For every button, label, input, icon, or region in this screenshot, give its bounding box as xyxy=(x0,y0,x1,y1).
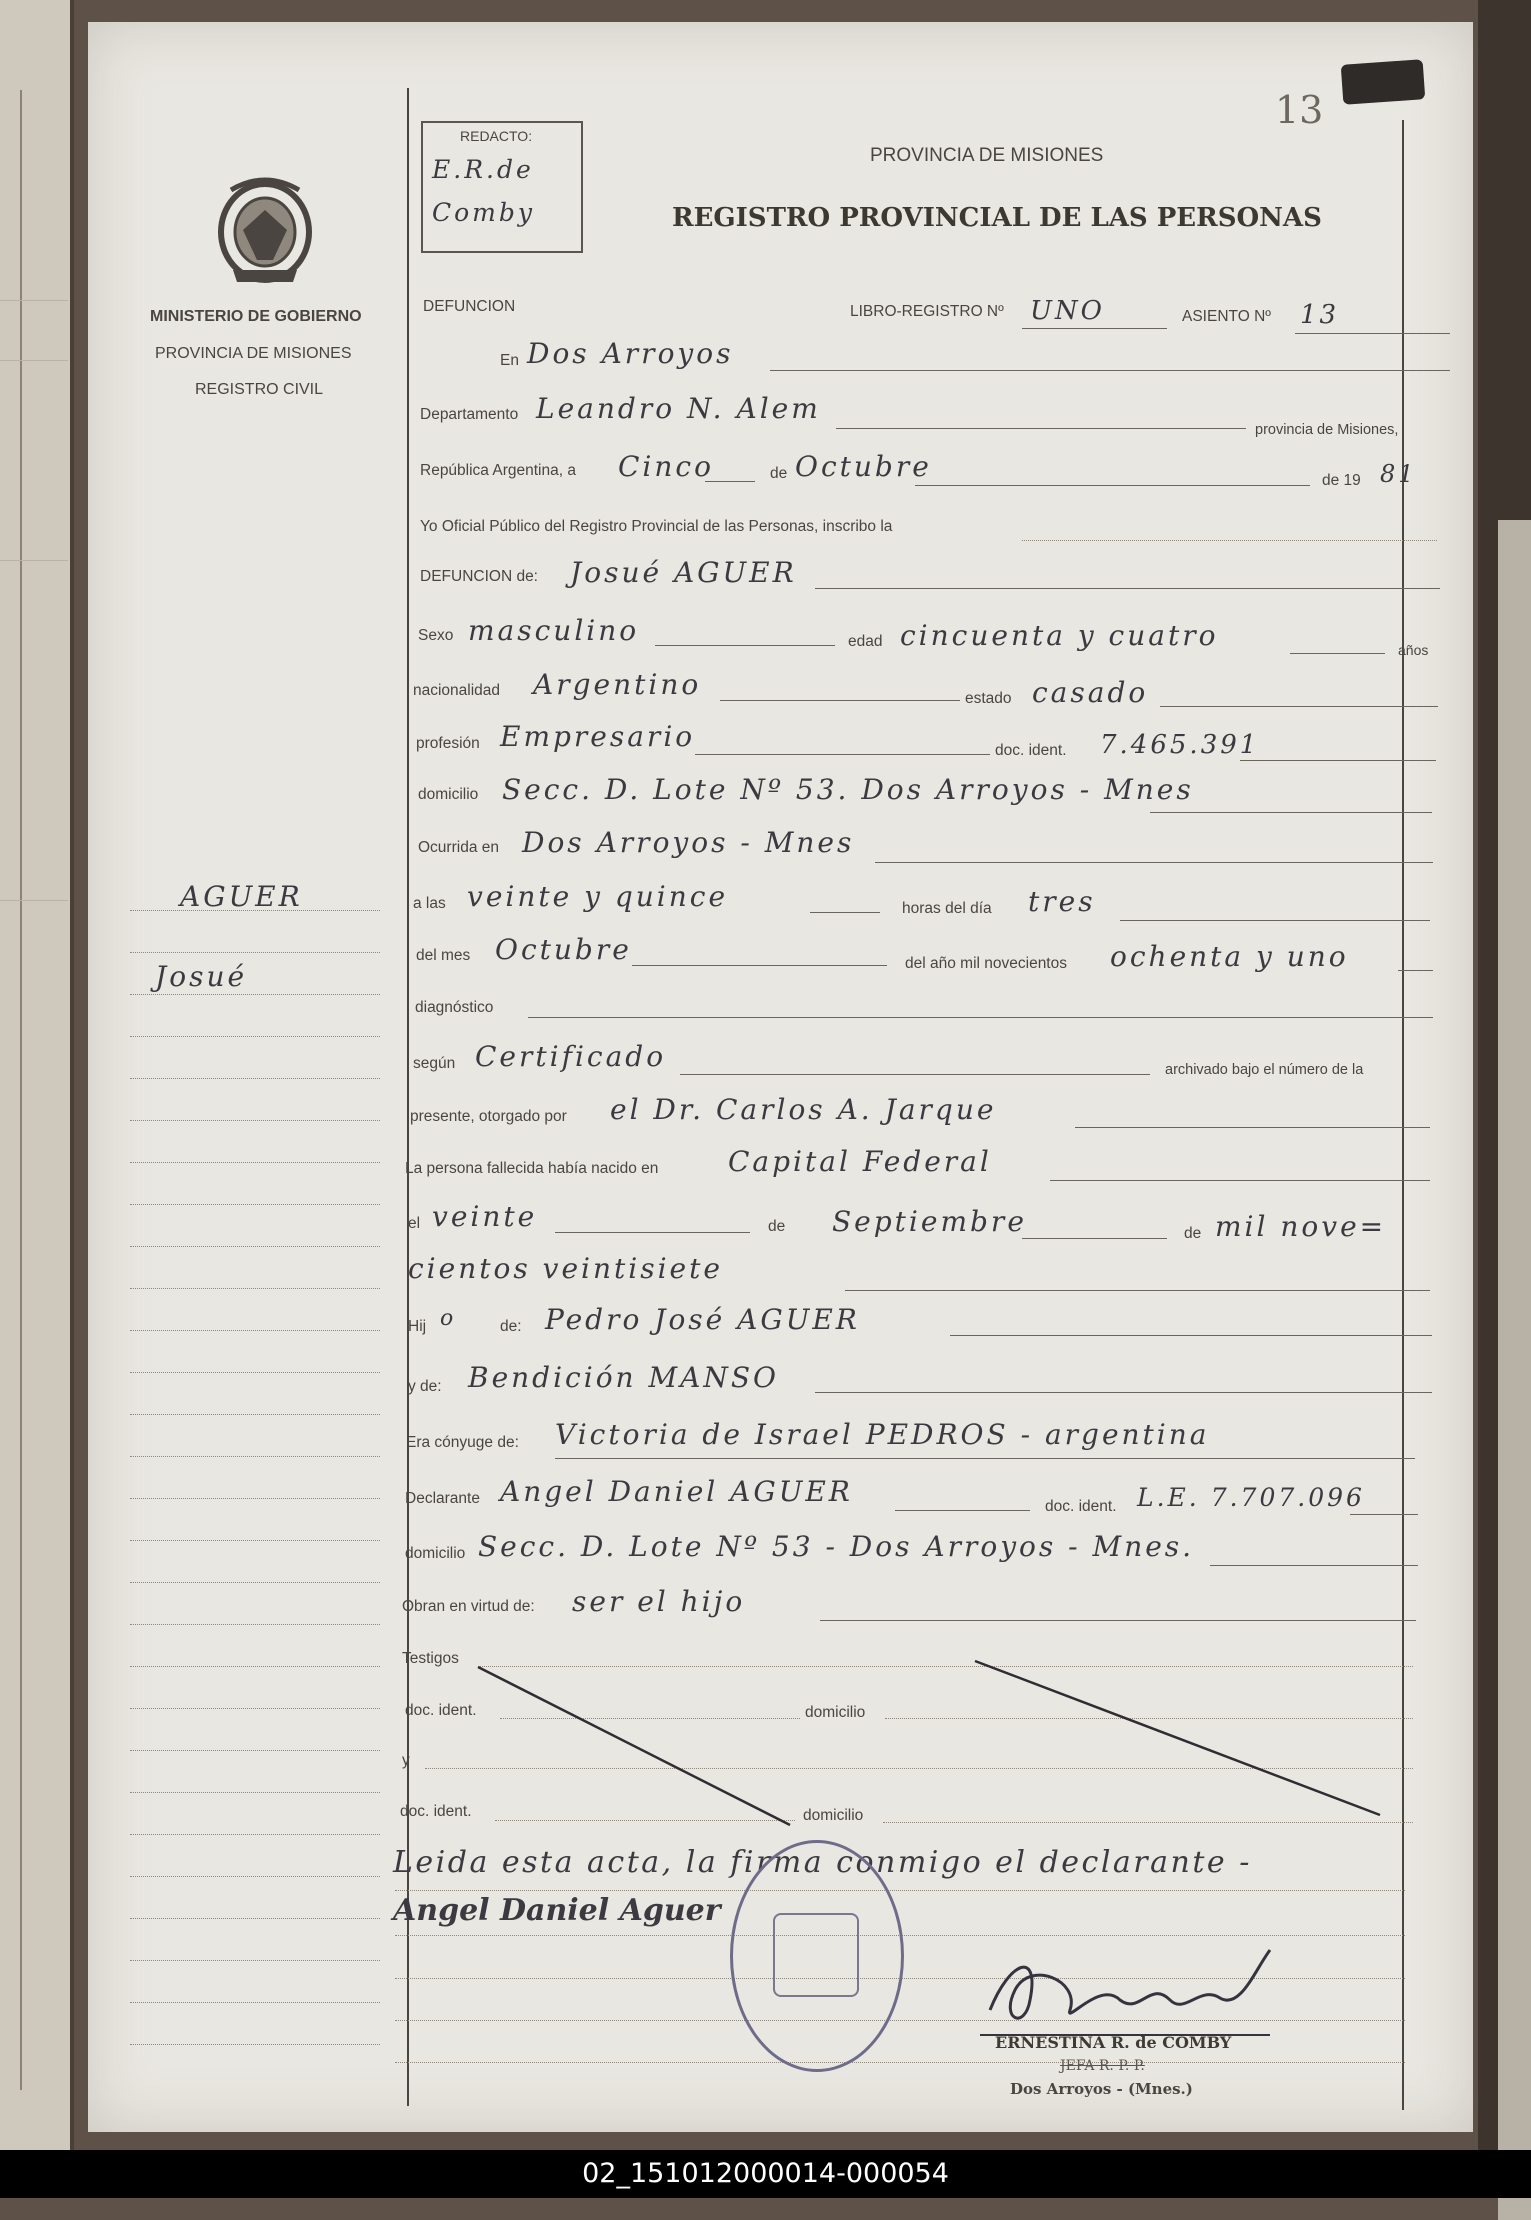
sexo-value: masculino xyxy=(468,614,640,647)
decl-dom-label: domicilio xyxy=(405,1545,466,1562)
margin-dotted-line xyxy=(130,1120,380,1121)
closing-dots-1 xyxy=(395,1890,1405,1891)
decl-doc-value: L.E. 7.707.096 xyxy=(1137,1483,1365,1512)
doc-ident-value: 7.465.391 xyxy=(1100,730,1260,760)
ocurrida-value: Dos Arroyos - Mnes xyxy=(522,826,855,859)
officer-name: ERNESTINA R. de COMBY xyxy=(995,2033,1232,2052)
provincia-label: provincia de Misiones, xyxy=(1255,422,1399,438)
archivado-label: archivado bajo el número de la xyxy=(1165,1062,1364,1078)
hijo-label-b: de: xyxy=(500,1318,522,1335)
officer-place: Dos Arroyos - (Mnes.) xyxy=(1010,2080,1193,2098)
redacto-label: REDACTO: xyxy=(460,128,533,144)
margin-dotted-line xyxy=(130,1288,380,1289)
margin-dotted-line xyxy=(130,994,380,995)
el-line xyxy=(555,1232,750,1233)
de3-label: de xyxy=(1184,1225,1202,1242)
segun-line xyxy=(680,1074,1150,1075)
de2-label: de xyxy=(768,1218,786,1235)
de-year-label: de 19 xyxy=(1322,472,1361,489)
official-seal-stamp xyxy=(730,1840,904,2072)
hijo-label-a: Hij xyxy=(408,1318,427,1335)
ministry-line2: PROVINCIA DE MISIONES xyxy=(155,345,352,362)
image-caption: 02_151012000014-000054 xyxy=(0,2150,1531,2198)
margin-dotted-line xyxy=(130,1624,380,1625)
edad-label: edad xyxy=(848,633,883,650)
departamento-line xyxy=(836,428,1246,429)
margin-dotted-line xyxy=(130,1162,380,1163)
anos-label: años xyxy=(1398,642,1429,658)
ministry-line3: REGISTRO CIVIL xyxy=(195,381,324,398)
doc-ident-line xyxy=(1240,760,1436,761)
yo-oficial-text: Yo Oficial Público del Registro Provincial de las Personas, inscribo la xyxy=(420,518,893,535)
nacido-label: La persona fallecida había nacido en xyxy=(405,1160,659,1177)
de3-value: mil nove= xyxy=(1215,1210,1387,1243)
margin-dotted-line xyxy=(130,1792,380,1793)
defuncion-de-label: DEFUNCION de: xyxy=(420,568,538,585)
conyuge-value: Victoria de Israel PEDROS - argentina xyxy=(555,1418,1210,1451)
a-las-line xyxy=(810,912,880,913)
conyuge-label: Era cónyuge de: xyxy=(406,1434,519,1451)
redacto-value-line1: E.R.de xyxy=(432,155,534,184)
decl-doc-line xyxy=(1350,1514,1418,1515)
cientos-line xyxy=(845,1290,1430,1291)
margin-dotted-line xyxy=(130,1456,380,1457)
en-label: En xyxy=(500,352,519,369)
margin-dotted-line xyxy=(130,2002,380,2003)
segun-label: según xyxy=(413,1055,456,1072)
del-ano-value: ochenta y uno xyxy=(1110,940,1349,973)
decl-dom-line xyxy=(1210,1565,1418,1566)
margin-dotted-line xyxy=(130,2044,380,2045)
edad-line xyxy=(1290,653,1385,654)
coat-of-arms-icon xyxy=(213,170,317,288)
estado-label: estado xyxy=(965,690,1012,707)
conyuge-line xyxy=(555,1458,1415,1459)
margin-dotted-line xyxy=(130,1036,380,1037)
diagnostico-line xyxy=(528,1017,1433,1018)
libro-value: UNO xyxy=(1030,296,1105,326)
hijo-line xyxy=(950,1335,1432,1336)
declarante-line xyxy=(895,1510,1030,1511)
domicilio-label: domicilio xyxy=(418,786,479,803)
del-mes-value: Octubre xyxy=(495,933,632,966)
libro-label: LIBRO-REGISTRO Nº xyxy=(850,303,1004,320)
margin-dotted-line xyxy=(130,1078,380,1079)
margin-dotted-line xyxy=(130,1918,380,1919)
margin-dotted-line xyxy=(130,1540,380,1541)
obran-label: Obran en virtud de: xyxy=(402,1598,535,1615)
departamento-label: Departamento xyxy=(420,406,519,423)
declarante-label: Declarante xyxy=(405,1490,480,1507)
y-de-value: Bendición MANSO xyxy=(468,1361,780,1394)
officer-title: JEFA R. P. P. xyxy=(1060,2058,1145,2074)
a-las-label: a las xyxy=(413,895,446,912)
margin-dotted-line xyxy=(130,1750,380,1751)
mes-line xyxy=(915,485,1310,486)
profesion-label: profesión xyxy=(416,735,480,752)
margin-dotted-line xyxy=(130,1498,380,1499)
horas-line xyxy=(1120,920,1430,921)
margin-dotted-line xyxy=(130,952,380,953)
hijo-value: Pedro José AGUER xyxy=(545,1303,860,1336)
presente-label: presente, otorgado por xyxy=(410,1108,567,1125)
nacionalidad-value: Argentino xyxy=(533,668,702,701)
nacionalidad-line xyxy=(720,700,960,701)
margin-dotted-line xyxy=(130,1960,380,1961)
ledger-line xyxy=(0,360,68,361)
horas-value: tres xyxy=(1028,885,1096,918)
defuncion-de-value: Josué AGUER xyxy=(570,556,797,589)
testigos-label: Testigos xyxy=(402,1650,459,1667)
y-de-label: y de: xyxy=(408,1378,442,1395)
nacido-value: Capital Federal xyxy=(728,1145,992,1178)
diagnostico-label: diagnóstico xyxy=(415,999,494,1016)
profesion-line xyxy=(695,754,990,755)
de2-value: Septiembre xyxy=(832,1205,1027,1238)
margin-dotted-line xyxy=(130,1414,380,1415)
margin-dotted-line xyxy=(130,1372,380,1373)
sexo-label: Sexo xyxy=(418,627,454,644)
ledger-line xyxy=(0,560,68,561)
edad-value: cincuenta y cuatro xyxy=(900,619,1219,652)
margin-dotted-line xyxy=(130,1204,380,1205)
obran-line xyxy=(820,1620,1416,1621)
margin-dotted-line xyxy=(130,1246,380,1247)
closing-dots-5 xyxy=(395,2062,1405,2063)
asiento-value: 13 xyxy=(1300,300,1340,330)
t2-doc-label: doc. ident. xyxy=(400,1803,472,1820)
ministry-line1: MINISTERIO DE GOBIERNO xyxy=(150,308,362,325)
libro-line xyxy=(1022,328,1167,329)
margin-dotted-line xyxy=(130,1876,380,1877)
margin-dotted-line xyxy=(130,1834,380,1835)
ocurrida-label: Ocurrida en xyxy=(418,839,499,856)
profesion-value: Empresario xyxy=(500,720,696,753)
margin-given-name: Josué xyxy=(155,960,248,993)
ledger-line xyxy=(0,300,68,301)
horas-label: horas del día xyxy=(902,900,992,917)
year-value: 81 xyxy=(1380,460,1417,488)
asiento-line xyxy=(1295,333,1450,334)
presente-line xyxy=(1075,1127,1430,1128)
yo-oficial-dots xyxy=(1022,540,1437,541)
declarante-value: Angel Daniel AGUER xyxy=(500,1475,853,1508)
de-label: de xyxy=(770,465,788,482)
margin-dotted-line xyxy=(130,1582,380,1583)
margin-surname: AGUER xyxy=(180,880,303,913)
decl-dom-value: Secc. D. Lote Nº 53 - Dos Arroyos - Mnes. xyxy=(478,1530,1195,1563)
registry-title: REGISTRO PROVINCIAL DE LAS PERSONAS xyxy=(672,203,1322,233)
doc-ident-label: doc. ident. xyxy=(995,742,1067,759)
hijo-label-o: o xyxy=(440,1306,457,1331)
estado-line xyxy=(1160,706,1438,707)
republica-label: República Argentina, a xyxy=(420,462,576,479)
en-value: Dos Arroyos xyxy=(527,337,734,370)
redacto-value-line2: Comby xyxy=(432,198,536,227)
margin-dotted-line xyxy=(130,1330,380,1331)
del-mes-line xyxy=(632,965,887,966)
margin-dotted-line xyxy=(130,1666,380,1667)
province-title: PROVINCIA DE MISIONES xyxy=(870,145,1104,166)
de2-line xyxy=(1022,1238,1167,1239)
a-las-value: veinte y quince xyxy=(467,880,729,913)
dia-line xyxy=(705,481,755,482)
departamento-value: Leandro N. Alem xyxy=(536,392,821,425)
nacionalidad-label: nacionalidad xyxy=(413,682,501,699)
t2-dom-label: domicilio xyxy=(803,1807,864,1824)
presente-value: el Dr. Carlos A. Jarque xyxy=(610,1093,997,1126)
segun-value: Certificado xyxy=(475,1040,667,1073)
del-ano-label: del año mil novecientos xyxy=(905,955,1067,972)
el-value: veinte xyxy=(432,1200,538,1233)
record-type: DEFUNCION xyxy=(423,298,516,315)
folio-number: 13 xyxy=(1275,88,1324,132)
ledger-line xyxy=(0,900,68,901)
loose-sheet xyxy=(1498,520,1531,2220)
el-label: el xyxy=(408,1215,421,1232)
seal-emblem-icon xyxy=(773,1913,859,1997)
ledger-left-page xyxy=(0,0,74,2150)
binder-edge xyxy=(1478,0,1531,2150)
t-y-label: y xyxy=(402,1752,410,1769)
estado-value: casado xyxy=(1032,676,1149,709)
closing-line1: Leida esta acta, la firma conmigo el declarante - xyxy=(393,1845,1252,1880)
nacido-line xyxy=(1050,1180,1430,1181)
y-de-line xyxy=(815,1392,1432,1393)
ocurrida-line xyxy=(875,862,1433,863)
decl-doc-label: doc. ident. xyxy=(1045,1498,1117,1515)
del-ano-line xyxy=(1398,970,1433,971)
mes-value: Octubre xyxy=(795,450,932,483)
closing-line2: Angel Daniel Aguer xyxy=(393,1893,721,1928)
ink-blot xyxy=(1341,59,1426,105)
margin-dotted-line xyxy=(130,1708,380,1709)
dia-value: Cinco xyxy=(618,450,714,483)
t-doc-label: doc. ident. xyxy=(405,1702,477,1719)
t-dom-label: domicilio xyxy=(805,1704,866,1721)
del-mes-label: del mes xyxy=(416,947,471,964)
margin-dotted-line xyxy=(130,910,380,911)
testigos-strike-lines xyxy=(470,1655,1420,1830)
asiento-label: ASIENTO Nº xyxy=(1182,308,1271,325)
cientos-value: cientos veintisiete xyxy=(408,1252,723,1285)
en-line xyxy=(770,370,1450,371)
defuncion-de-line xyxy=(815,588,1440,589)
sexo-line xyxy=(655,645,835,646)
ledger-rule xyxy=(20,90,22,2090)
domicilio-line xyxy=(1150,812,1432,813)
domicilio-value: Secc. D. Lote Nº 53. Dos Arroyos - Mnes xyxy=(502,773,1194,806)
obran-value: ser el hijo xyxy=(572,1585,746,1618)
